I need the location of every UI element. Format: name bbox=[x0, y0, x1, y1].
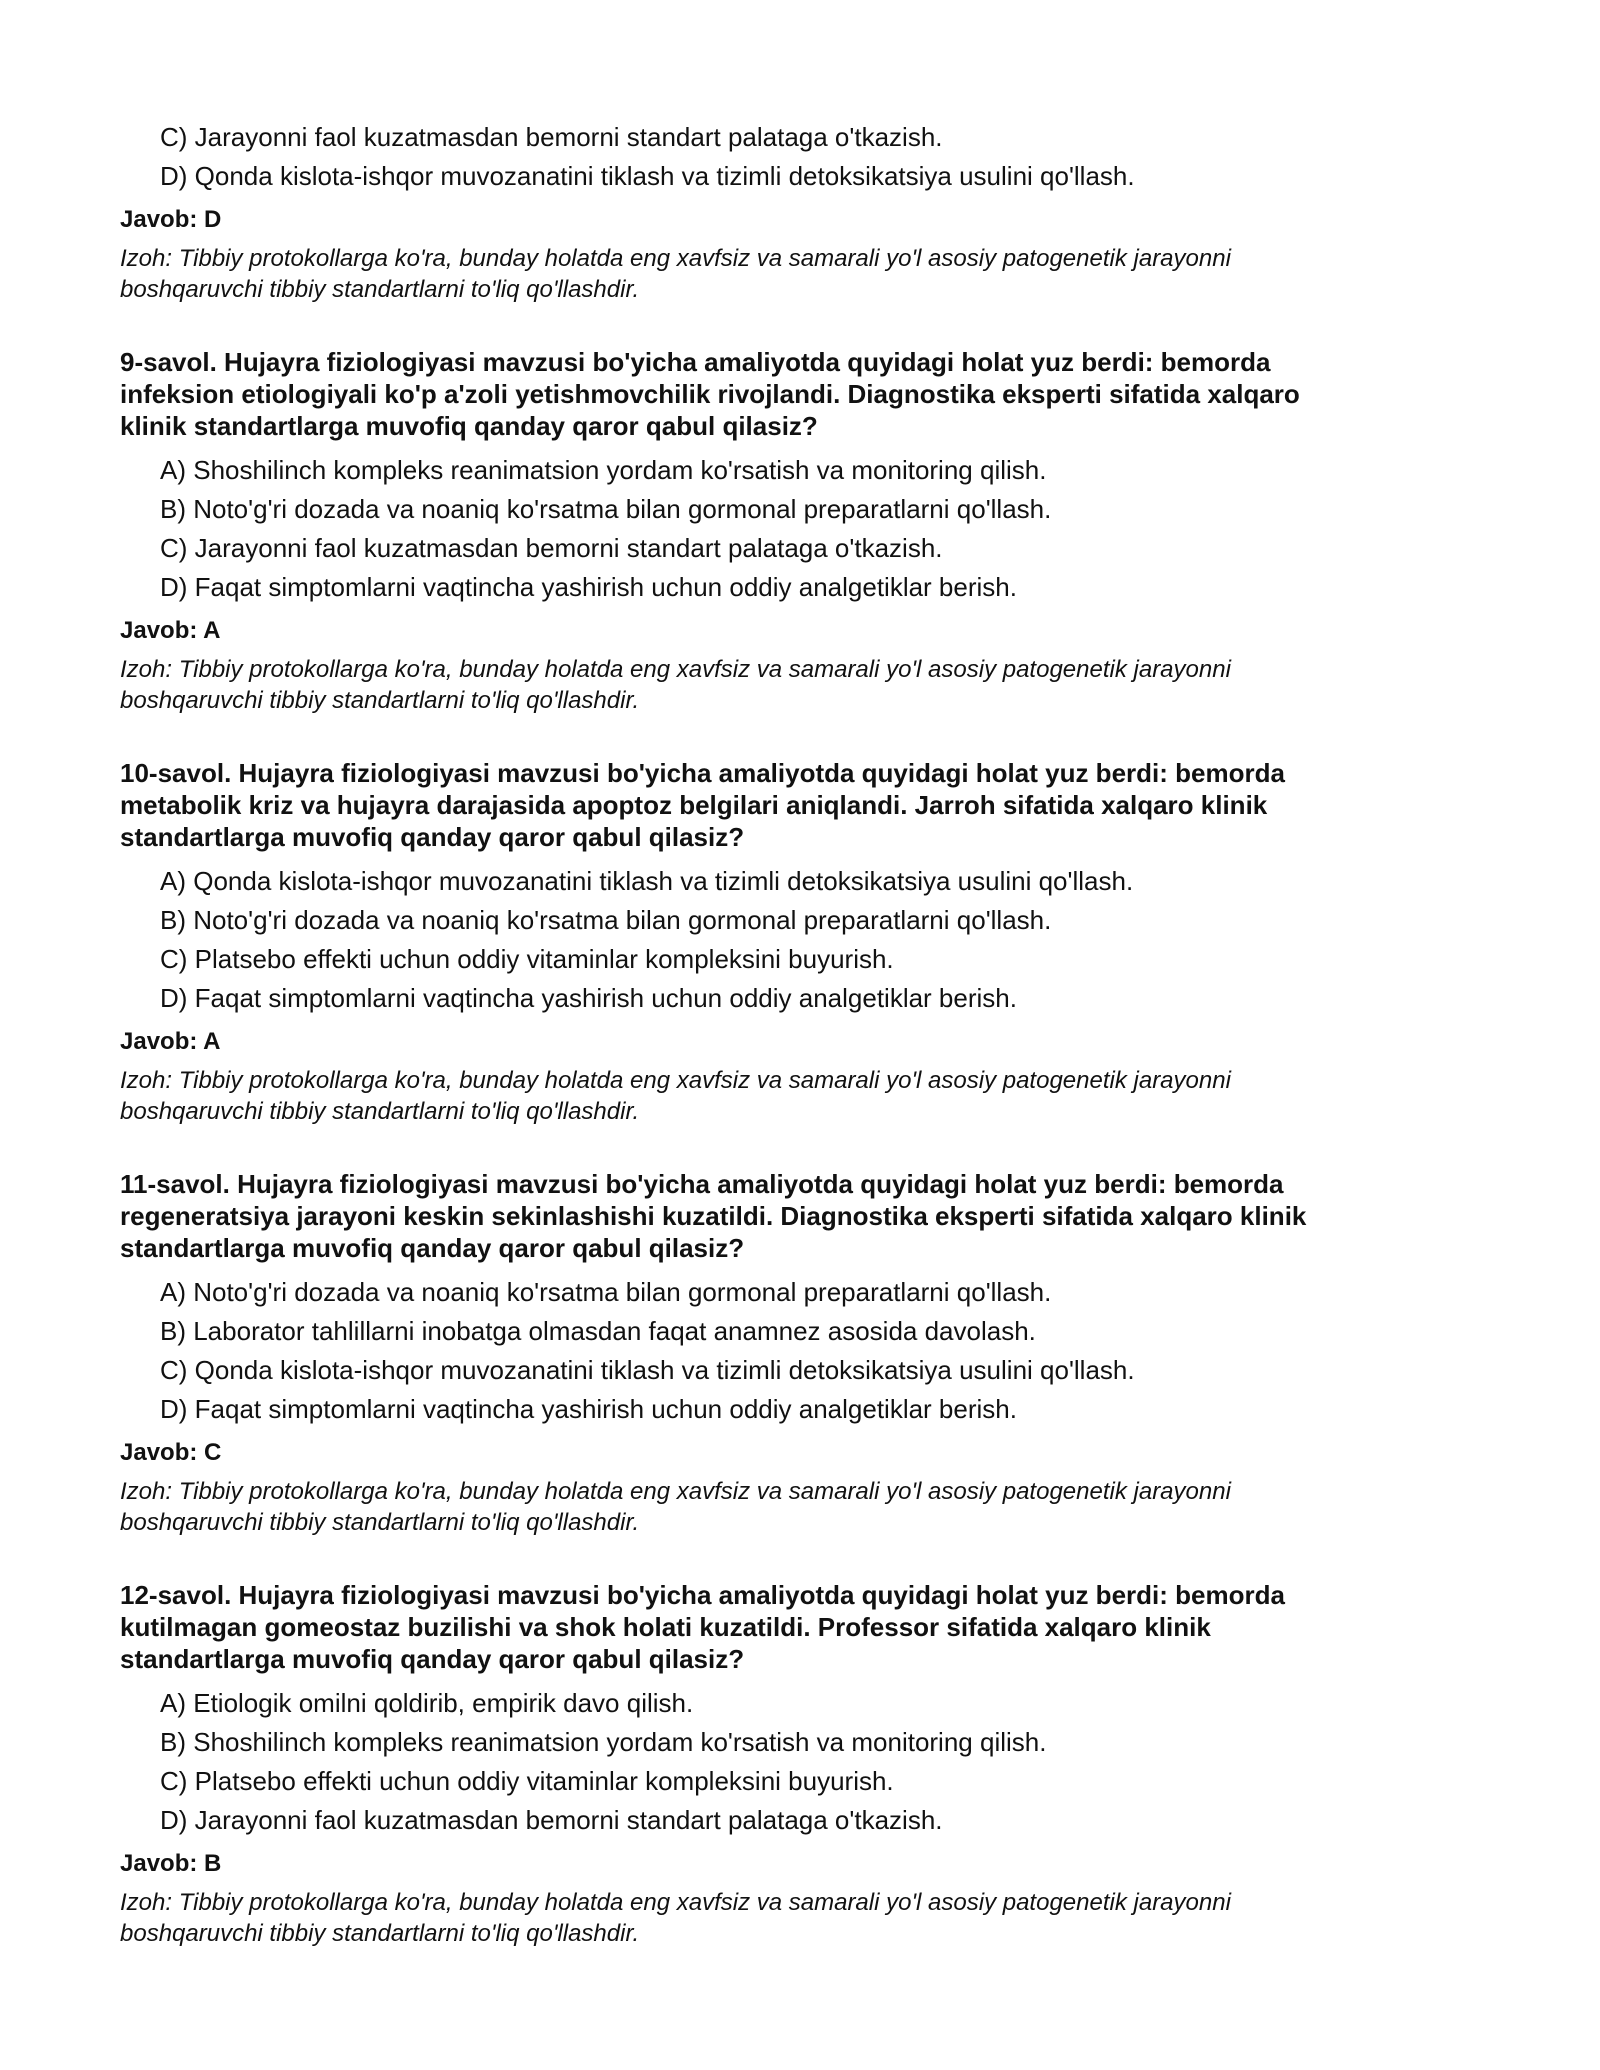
explanation-note bbox=[120, 1065, 1500, 1127]
question-title-line: 11-savol. Hujayra fiziologiyasi mavzusi bo'yicha amaliyotda quyidagi holat yuz berdi: bemorda bbox=[120, 1169, 1284, 1199]
carryover-question-block bbox=[120, 118, 1500, 305]
option-d: D) Faqat simptomlarni vaqtincha yashirish uchun oddiy analgetiklar berish. bbox=[160, 572, 1017, 602]
question-title-line: regeneratsiya jarayoni keskin sekinlashishi kuzatildi. Diagnostika eksperti sifatida xalqaro klinik bbox=[120, 1201, 1307, 1231]
note-line: boshqaruvchi tibbiy standartlarni to'liq qo'llashdir. bbox=[120, 1098, 640, 1125]
explanation-note bbox=[120, 1887, 1500, 1949]
option-b: B) Noto'g'ri dozada va noaniq ko'rsatma bilan gormonal preparatlarni qo'llash. bbox=[160, 494, 1052, 524]
answer-line: Javob: A bbox=[120, 1028, 221, 1055]
question-title-line: 9-savol. Hujayra fiziologiyasi mavzusi bo'yicha amaliyotda quyidagi holat yuz berdi: bemorda bbox=[120, 347, 1271, 377]
option-b: B) Shoshilinch kompleks reanimatsion yordam ko'rsatish va monitoring qilish. bbox=[160, 1727, 1047, 1757]
question-title-line: metabolik kriz va hujayra darajasida apoptoz belgilari aniqlandi. Jarroh sifatida xalqaro klinik bbox=[120, 790, 1268, 820]
option-c: C) Jarayonni faol kuzatmasdan bemorni standart palataga o'tkazish. bbox=[160, 122, 943, 152]
explanation-note bbox=[120, 654, 1500, 716]
document-page bbox=[120, 118, 1500, 1949]
question-title bbox=[120, 346, 1500, 442]
option-a: A) Qonda kislota-ishqor muvozanatini tiklash va tizimli detoksikatsiya usulini qo'llash. bbox=[160, 866, 1134, 896]
option-a: A) Noto'g'ri dozada va noaniq ko'rsatma bilan gormonal preparatlarni qo'llash. bbox=[160, 1277, 1052, 1307]
answer-line: Javob: B bbox=[120, 1850, 222, 1877]
answer-line: Javob: A bbox=[120, 617, 221, 644]
question-title bbox=[120, 1579, 1500, 1675]
option-b: B) Noto'g'ri dozada va noaniq ko'rsatma bilan gormonal preparatlarni qo'llash. bbox=[160, 905, 1052, 935]
option-c: C) Jarayonni faol kuzatmasdan bemorni standart palataga o'tkazish. bbox=[160, 533, 943, 563]
note-line: Izoh: Tibbiy protokollarga ko'ra, bunday holatda eng xavfsiz va samarali yo'l asosiy patogenetik jarayonni bbox=[120, 245, 1231, 272]
question-title bbox=[120, 757, 1500, 853]
option-c: C) Platsebo effekti uchun oddiy vitaminlar kompleksini buyurish. bbox=[160, 944, 894, 974]
option-d: D) Faqat simptomlarni vaqtincha yashirish uchun oddiy analgetiklar berish. bbox=[160, 1394, 1017, 1424]
option-b: B) Laborator tahlillarni inobatga olmasdan faqat anamnez asosida davolash. bbox=[160, 1316, 1036, 1346]
note-line: Izoh: Tibbiy protokollarga ko'ra, bunday holatda eng xavfsiz va samarali yo'l asosiy patogenetik jarayonni bbox=[120, 1889, 1231, 1916]
note-line: boshqaruvchi tibbiy standartlarni to'liq qo'llashdir. bbox=[120, 1920, 640, 1947]
answer-line: Javob: D bbox=[120, 206, 222, 233]
answer-line: Javob: C bbox=[120, 1439, 222, 1466]
note-line: boshqaruvchi tibbiy standartlarni to'liq qo'llashdir. bbox=[120, 687, 640, 714]
note-line: boshqaruvchi tibbiy standartlarni to'liq qo'llashdir. bbox=[120, 276, 640, 303]
question-title-line: standartlarga muvofiq qanday qaror qabul qilasiz? bbox=[120, 1233, 745, 1263]
option-d: D) Faqat simptomlarni vaqtincha yashirish uchun oddiy analgetiklar berish. bbox=[160, 983, 1017, 1013]
note-line: Izoh: Tibbiy protokollarga ko'ra, bunday holatda eng xavfsiz va samarali yo'l asosiy patogenetik jarayonni bbox=[120, 1478, 1231, 1505]
option-c: C) Qonda kislota-ishqor muvozanatini tiklash va tizimli detoksikatsiya usulini qo'llash. bbox=[160, 1355, 1135, 1385]
question-title-line: kutilmagan gomeostaz buzilishi va shok holati kuzatildi. Professor sifatida xalqaro klinik bbox=[120, 1612, 1211, 1642]
question-block-10 bbox=[120, 757, 1500, 1127]
option-d: D) Jarayonni faol kuzatmasdan bemorni standart palataga o'tkazish. bbox=[160, 1805, 943, 1835]
explanation-note bbox=[120, 243, 1500, 305]
explanation-note bbox=[120, 1476, 1500, 1538]
option-c: C) Platsebo effekti uchun oddiy vitaminlar kompleksini buyurish. bbox=[160, 1766, 894, 1796]
option-a: A) Etiologik omilni qoldirib, empirik davo qilish. bbox=[160, 1688, 694, 1718]
question-title-line: standartlarga muvofiq qanday qaror qabul qilasiz? bbox=[120, 1644, 745, 1674]
question-title bbox=[120, 1168, 1500, 1264]
question-block-9 bbox=[120, 346, 1500, 716]
note-line: Izoh: Tibbiy protokollarga ko'ra, bunday holatda eng xavfsiz va samarali yo'l asosiy patogenetik jarayonni bbox=[120, 1067, 1231, 1094]
question-title-line: 12-savol. Hujayra fiziologiyasi mavzusi bo'yicha amaliyotda quyidagi holat yuz berdi: bemorda bbox=[120, 1580, 1285, 1610]
question-block-12 bbox=[120, 1579, 1500, 1949]
note-line: Izoh: Tibbiy protokollarga ko'ra, bunday holatda eng xavfsiz va samarali yo'l asosiy patogenetik jarayonni bbox=[120, 656, 1231, 683]
question-title-line: klinik standartlarga muvofiq qanday qaror qabul qilasiz? bbox=[120, 411, 818, 441]
question-title-line: infeksion etiologiyali ko'p a'zoli yetishmovchilik rivojlandi. Diagnostika eksperti sifatida xalqaro bbox=[120, 379, 1300, 409]
option-d: D) Qonda kislota-ishqor muvozanatini tiklash va tizimli detoksikatsiya usulini qo'llash. bbox=[160, 161, 1135, 191]
note-line: boshqaruvchi tibbiy standartlarni to'liq qo'llashdir. bbox=[120, 1509, 640, 1536]
question-title-line: standartlarga muvofiq qanday qaror qabul qilasiz? bbox=[120, 822, 745, 852]
option-a: A) Shoshilinch kompleks reanimatsion yordam ko'rsatish va monitoring qilish. bbox=[160, 455, 1047, 485]
question-title-line: 10-savol. Hujayra fiziologiyasi mavzusi bo'yicha amaliyotda quyidagi holat yuz berdi: bemorda bbox=[120, 758, 1285, 788]
question-block-11 bbox=[120, 1168, 1500, 1538]
